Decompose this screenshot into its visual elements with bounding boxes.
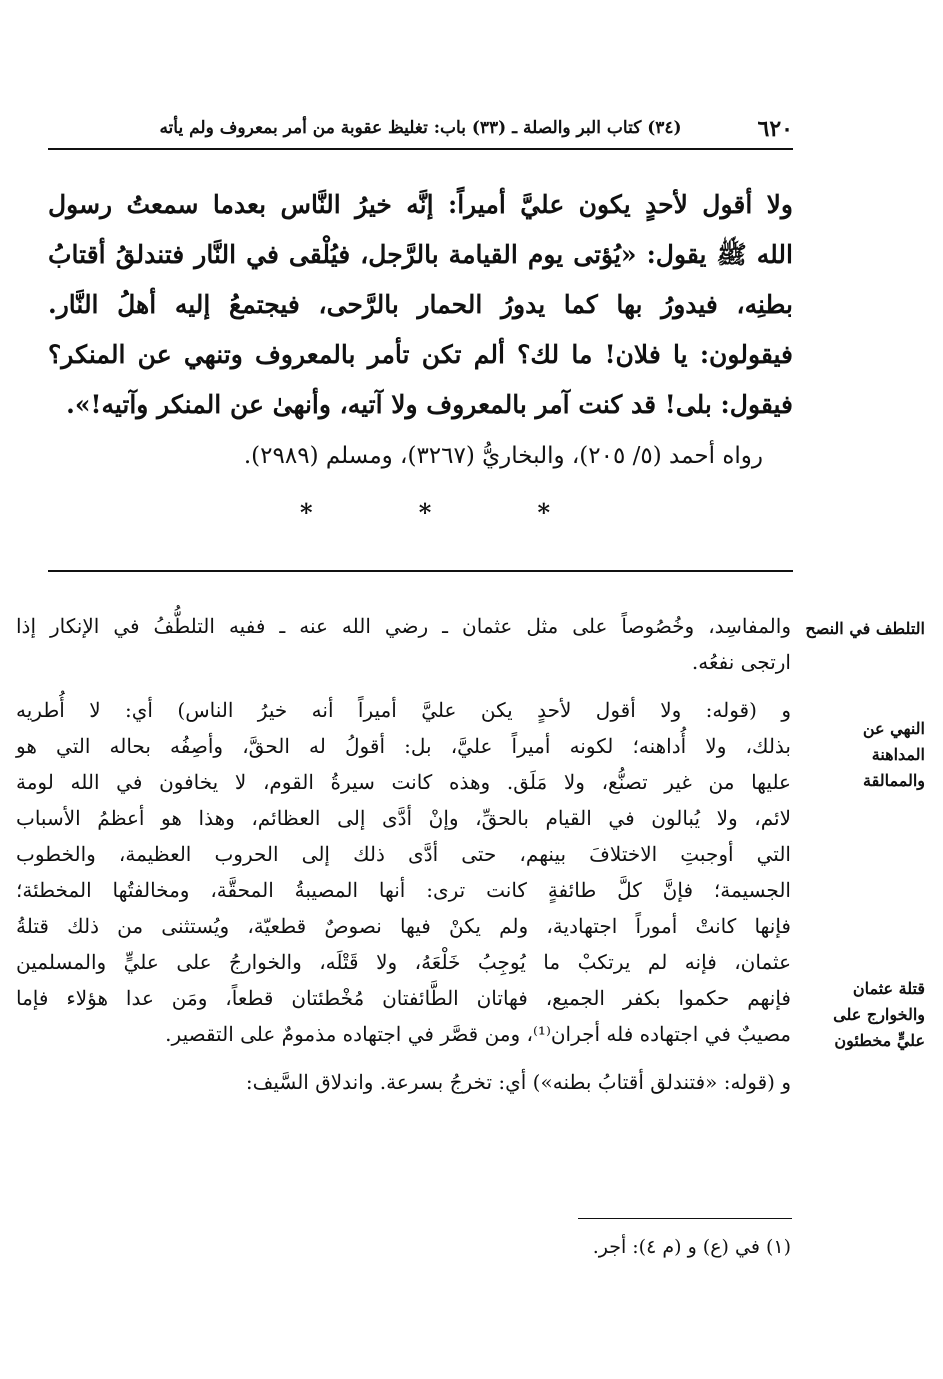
hadith-line: ولا أقول لأحدٍ يكون عليَّ أميراً: إنَّه خيرُ النَّاس بعدما سمعتُ رسول <box>48 190 793 219</box>
hadith-line: فيقول: بلى! قد كنت آمر بالمعروف ولا آتيه، وأنهىٰ عن المنكر وآتيه!». <box>66 390 793 419</box>
margin-note: التلطف في النصح <box>805 619 925 638</box>
commentary-line: لائم، ولا يُبالون في القيام بالحقِّ، وإنْ أدَّى إلى العظائم، وهذا هو أعظمُ الأسباب <box>16 806 791 830</box>
commentary-line: التي أوجبتِ الاختلافَ بينهم، حتى أدَّى ذلك إلى الحروب العظيمة، والخطوب <box>16 842 791 866</box>
hadith-line: فيقولون: يا فلان! ما لك؟ ألم تكن تأمر بالمعروف وتنهي عن المنكر؟ <box>48 340 793 369</box>
footnote: (١) في (ع) و (م ٤): أجر. <box>592 1236 791 1258</box>
commentary-line: فإنها كانتْ أموراً اجتهادية، ولم يكنْ فيها نصوصٌ قطعيّة، ويُستثنى من ذلك قتلةُ <box>16 914 791 938</box>
commentary-line: بذلك، ولا أُداهنه؛ لكونه أميراً عليَّ، بل: أقولُ له الحقَّ، وأصِفُه بحاله التي هو <box>16 734 791 758</box>
commentary-paragraph <box>16 692 791 1052</box>
hadith-source: رواه أحمد (٥/ ٢٠٥)، والبخاريُّ (٣٢٦٧)، ومسلم (٢٩٨٩). <box>243 443 763 469</box>
commentary-line: و (قوله: ولا أقول لأحدٍ يكن عليَّ أميراً أنه خيرُ الناس) أي: لا أُطريه <box>16 698 791 722</box>
section-divider-stars <box>300 498 550 527</box>
footnote-rule <box>578 1218 792 1219</box>
commentary-line: والمفاسِد، وخُصُوصاً على مثل عثمان ـ رضي الله عنه ـ ففيه التلطُّفُ في الإنكار إذا <box>16 614 791 638</box>
margin-note: النهي عن المداهنة والممالقة <box>862 719 925 790</box>
text-commentary-separator <box>48 570 793 572</box>
star-ornament: * <box>418 498 432 527</box>
commentary-line: فإنهم حكموا بكفر الجميع، فهاتان الطَّائفتان مُخْطئتان قطعاً، ومَن عدا هؤلاء فإما <box>16 986 791 1010</box>
hadith-line: بطنِه، فيدورُ بها كما يدورُ الحمار بالرَّحى، فيجتمعُ إليه أهلُ النَّار. <box>48 290 793 319</box>
commentary-line: عليها من غير تصنُّع، ولا مَلَق. وهذه كانت سيرةُ القوم، لا يخافون في الله لومة <box>16 770 791 794</box>
hadith-line: الله ﷺ يقول: «يُؤتى يوم القيامة بالرَّجل، فيُلْقى في النَّار فتندلقُ أقتابُ <box>48 240 793 269</box>
hadith-text <box>48 180 793 476</box>
commentary <box>16 608 791 1112</box>
commentary-line: مصيبٌ في اجتهاده فله أجران⁽¹⁾، ومن قصَّر في اجتهاده مذمومٌ على التقصير. <box>165 1022 791 1046</box>
star-ornament: * <box>537 498 550 527</box>
commentary-paragraph <box>16 1064 791 1100</box>
star-ornament: * <box>300 498 313 527</box>
commentary-line: عثمان، فإنه لم يرتكبْ ما يُوجِبُ خَلْعَهُ، ولا قَتْلَه، والخوارجُ على عليٍّ والمسلمين <box>16 950 791 974</box>
running-title: (٣٤) كتاب البر والصلة ـ (٣٣) باب: تغليظ عقوبة من أمر بمعروف ولم يأته <box>159 118 682 138</box>
page-header <box>48 112 793 150</box>
commentary-paragraph <box>16 608 791 680</box>
margin-note: قتلة عثمان والخوارج على عليٍّ مخطئون <box>833 979 925 1050</box>
commentary-line: ارتجى نفعُه. <box>691 650 791 674</box>
commentary-line: و (قوله: «فتندلق أقتابُ بطنه») أي: تخرجُ بسرعة. واندلاق السَّيف: <box>245 1070 791 1094</box>
commentary-line: الجسيمة؛ فإنَّ كلَّ طائفةٍ كانت ترى: أنها المصيبةُ المحقَّة، ومخالفتُها المخطئة؛ <box>16 878 791 902</box>
page-number: ٦٢٠ <box>757 116 793 142</box>
